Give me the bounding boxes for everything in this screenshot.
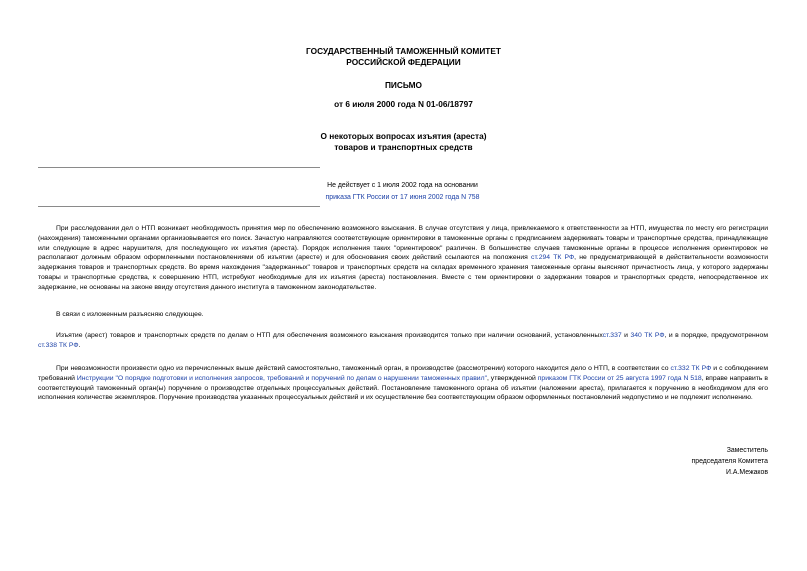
paragraph-4-block: [38, 364, 768, 403]
signature-block: [692, 445, 768, 478]
status-notice: [300, 180, 505, 204]
signature-position-2: председателя Комитета: [691, 458, 768, 465]
document-body: [38, 224, 768, 293]
paragraph-3: Изъятие (арест) товаров и транспортных средств по делам о НТП для обеспечения возможного взыскания производится только при наличии оснований, установленныхст.337 и 340 ТК РФ, и в порядке, предусмотренном ст.338 ТК РФ.: [38, 332, 768, 349]
paragraph-2-block: [38, 310, 768, 320]
org-name-line2: РОССИЙСКОЙ ФЕДЕРАЦИИ: [346, 57, 461, 67]
link-instruction[interactable]: Инструкции "О порядке подготовки и исполнения запросов, требований и поручений по делам о нарушении таможенных правил": [76, 374, 487, 382]
link-art-338[interactable]: ст.338 ТК РФ: [38, 341, 79, 349]
signature-position: Заместитель: [726, 447, 768, 454]
paragraph-3-block: [38, 331, 768, 351]
paragraph-2: В связи с изложенным разъясняю следующее.: [56, 311, 204, 318]
status-notice-text: Не действует с 1 июля 2002 года на основании: [327, 182, 478, 189]
link-art-340[interactable]: 340 ТК РФ: [630, 332, 665, 339]
separator-bottom: [38, 206, 320, 207]
link-order-518[interactable]: приказом ГТК России от 25 августа 1997 года N 518: [537, 374, 702, 382]
org-name-line1: ГОСУДАРСТВЕННЫЙ ТАМОЖЕННЫЙ КОМИТЕТ: [306, 46, 501, 56]
paragraph-1: При расследовании дел о НТП возникает необходимость принятия мер по обеспечению возможного взыскания. В случае отсутствия у лица, привлекаемого к ответственности за НТП, имущества по месту его регистрации (нахождения) таможенными органами организовывается его поиск. Зачастую направляются соответствующие ориентировки в таможенные органы с предписанием задерживать товары и транспортные средства, принадлежащие или следующие в адрес нарушителя, для последующего их изъятия (ареста). Порядок исполнения таких "ориентировок" различен. В большинстве случаев таможенные органы в процессе исполнения ориентировок не располагают должным образом оформленными постановлениями об изъятии (аресте) и для обоснования своих действий ссылаются на положения ст.294 ТК РФ, не предусматривающей в действительности возможности задержания товаров и транспортных средств. Во время нахождения "задержанных" товаров и транспортных средств на складах временного хранения таможенные органы выясняют причастность лица, у которого задержаны товары и транспортные средства, к совершению НТП, истребуют необходимые для их изъятия (ареста) постановления. Вместе с тем ориентировки о задержании товаров и транспортных средств, непосредственное их задержание, не основаны на законе ввиду отсутствия данного института в таможенном законодательстве.: [38, 225, 768, 291]
doc-subject-line1: О некоторых вопросах изъятия (ареста): [320, 131, 487, 141]
separator-top: [38, 167, 320, 168]
signature-name: И.А.Межаков: [726, 469, 768, 476]
doc-type: ПИСЬМО: [384, 80, 423, 90]
doc-date: от 6 июля 2000 года N 01-06/18797: [334, 99, 473, 109]
link-art-332[interactable]: ст.332 ТК РФ: [670, 365, 712, 372]
paragraph-4: При невозможности произвести одно из перечисленных выше действий самостоятельно, таможенный орган, в производстве (рассмотрении) которого находится дело о НТП, в соответствии со ст.332 ТК РФ и с соблюдением требований Инструкции "О порядке подготовки и исполнения запросов, требований и поручений по делам о нарушении таможенных правил", утвержденной приказом ГТК России от 25 августа 1997 года N 518, вправе направить в соответствующий таможенный орган(ы) поручение о производстве отдельных процессуальных действий. Постановление таможенного органа об изъятии (наложении ареста), прилагается к поручению в необходимом для его исполнения количестве экземпляров. Поручение производства указанных процессуальных действий и их осуществление без соответствующим образом оформленных постановлений недопустимо и не подлежит исполнению.: [38, 365, 769, 402]
link-art-337[interactable]: ст.337: [602, 332, 622, 339]
doc-subject-line2: товаров и транспортных средств: [334, 142, 473, 152]
status-notice-link[interactable]: приказа ГТК России от 17 июня 2002 года N 758: [325, 194, 480, 201]
link-art-294[interactable]: ст.294 ТК РФ: [531, 254, 575, 262]
